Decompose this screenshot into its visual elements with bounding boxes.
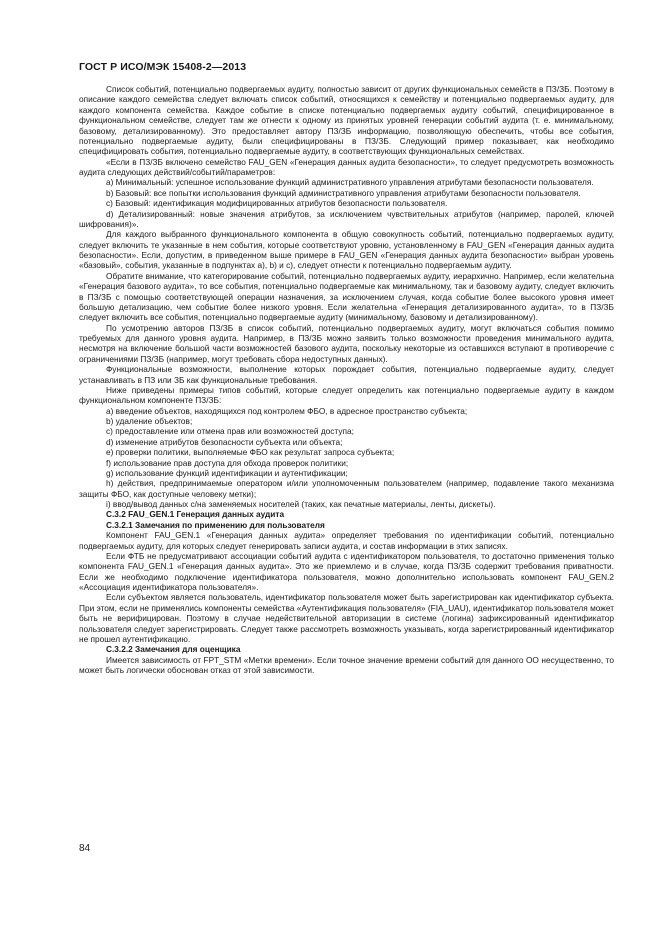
document-body (79, 84, 614, 675)
paragraph: «Если в ПЗ/ЗБ включено семейство FAU_GEN «Генерация данных аудита безопасности», то следует предусмотреть возможность аудита следующих действий/событий/параметров: (79, 156, 614, 177)
paragraph: Имеется зависимость от FPT_STM «Метки времени». Если точное значение времени событий для данного ОО несущественно, то может быть логически обоснован отказ от этой зависимости. (79, 654, 614, 675)
document-header: ГОСТ Р ИСО/МЭК 15408-2—2013 (79, 61, 247, 73)
page-number: 84 (79, 843, 91, 854)
paragraph: По усмотрению авторов ПЗ/ЗБ в список событий, потенциально подвергаемых аудиту, могут включаться события помимо требуемых для данного уровня аудита. Например, в ПЗ/ЗБ можно заявить только возможности проведения минимального аудита, несмотря на включение большой части возможностей базового аудита, поскольку некоторые из оставшихся вступают в противоречие с ограничениями ПЗ/ЗБ (например, могут требовать сбора недоступных данных). (79, 322, 614, 364)
list-item: g) использование функций идентификации и аутентификации; (106, 467, 348, 478)
section-heading: C.3.2.2 Замечания для оценщика (106, 644, 241, 655)
list-item: a) введение объектов, находящихся под контролем ФБО, в адресное пространство субъекта; (106, 405, 468, 416)
section-heading: C.3.2.1 Замечания по применению для пользователя (106, 519, 325, 530)
paragraph: Список событий, потенциально подвергаемых аудиту, полностью зависит от других функциональных семейств в ПЗ/ЗБ. Поэтому в описание каждого семейства следует включать список событий, относящихся к семейству и потенциально подвергаемых аудиту, для каждого компонента семейства. Каждое событие в списке потенциально подвергаемых аудиту событий, специфицированное в функциональном семействе, следует там же отнести к одному из принятых уровней генерации событий аудита (т. е. минимальному, базовому, детализированному). Это предоставляет автору ПЗ/ЗБ информацию, позволяющую обеспечить, чтобы все события, потенциально подвергаемые аудиту, были специфицированы в ПЗ/ЗБ. Следующий пример показывает, как необходимо специфицировать события, потенциально подвергаемые аудиту, в соответствующих функциональных семействах. (79, 84, 614, 157)
list-item: f) использование прав доступа для обхода проверок политики; (106, 457, 349, 468)
list-item: i) ввод/вывод данных с/на заменяемых носителей (таких, как печатные материалы, ленты, дискеты). (106, 499, 496, 509)
list-item: b) удаление объектов; (106, 416, 193, 426)
list-item: c) Базовый: идентификация модифицированных атрибутов безопасности пользователя. (106, 198, 448, 209)
list-item: e) проверки политики, выполняемые ФБО как результат запроса субъекта; (106, 447, 395, 458)
paragraph: Если ФТБ не предусматривают ассоциации событий аудита с идентификатором пользователя, то достаточно применения только компонента FAU_GEN.1 «Генерация данных аудита». Это же приемлемо и в случае, когда ПЗ/ЗБ содержит требования приватности. Если же необходимо подключение идентификатора пользователя, можно дополнительно использовать компонент FAU_GEN.2 «Ассоциация идентификатора пользователя». (79, 550, 614, 592)
paragraph: Функциональные возможности, выполнение которых порождает события, потенциально подвергаемые аудиту, следует устанавливать в ПЗ или ЗБ как функциональные требования. (79, 364, 614, 385)
list-item: d) изменение атрибутов безопасности субъекта или объекта; (106, 436, 343, 447)
list-item: d) Детализированный: новые значения атрибутов, за исключением чувствительных атрибутов (например, паролей, ключей шифрования)». (79, 208, 614, 229)
list-item: a) Минимальный: успешное использование функций административного управления атрибутами безопасности пользователя. (106, 177, 594, 188)
paragraph: Обратите внимание, что категорирование событий, потенциально подвергаемых аудиту, иерархично. Например, если желательна «Генерация базового аудита», то все события, потенциально подвергаемые как минимальному, так и базовому аудиту, следует включить в ПЗ/ЗБ с помощью соответствующей операции назначения, за исключением случая, когда событие более высокого уровня имеет большую детализацию, чем событие более низкого уровня. Если желательна «Генерация детализированного аудита», то в ПЗ/ЗБ следует включить все события, потенциально подвергаемые аудиту (минимальному, базовому и детализированному). (79, 270, 614, 323)
list-item: b) Базовый: все попытки использования функций административного управления атрибутами безопасности пользователя. (106, 187, 581, 198)
list-item: h) действия, предпринимаемые оператором и/или уполномоченным пользователем (например, подавление такого механизма защиты ФБО, как доступные человеку метки); (79, 478, 614, 499)
list-item: c) предоставление или отмена прав или возможностей доступа; (106, 426, 354, 437)
section-heading: C.3.2 FAU_GEN.1 Генерация данных аудита (106, 509, 285, 520)
paragraph: Для каждого выбранного функционального компонента в общую совокупность событий, потенциально подвергаемых аудиту, следует включить те указанные в нем события, которые соответствуют уровню, установленному в FAU_GEN «Генерация данных аудита безопасности». Если, допустим, в приведенном выше примере в FAU_GEN «Генерация данных аудита безопасности» выбран уровень «базовый», события, указанные в подпунктах a), b) и c), следует отнести к потенциально подвергаемым аудиту. (79, 229, 614, 271)
paragraph: Если субъектом является пользователь, идентификатор пользователя может быть зарегистрирован как идентификатор субъекта. При этом, если не применялись компоненты семейства «Аутентификация пользователя» (FIA_UAU), идентификатор пользователя может быть не верифицирован. Поэтому в случае недействительной авторизации в системе (логина) зафиксированный идентификатор пользователя следует зарегистрировать. Следует также рассмотреть возможность указывать, когда зарегистрированный идентификатор не прошел аутентификацию. (79, 592, 614, 644)
paragraph: Ниже приведены примеры типов событий, которые следует определить как потенциально подвергаемые аудиту в каждом функциональном компоненте ПЗ/ЗБ: (79, 384, 614, 406)
paragraph: Компонент FAU_GEN.1 «Генерация данных аудита» определяет требования по идентификации событий, потенциально подвергаемых аудиту, для которых следует генерировать записи аудита, и состав информации в этих записях. (79, 530, 614, 551)
